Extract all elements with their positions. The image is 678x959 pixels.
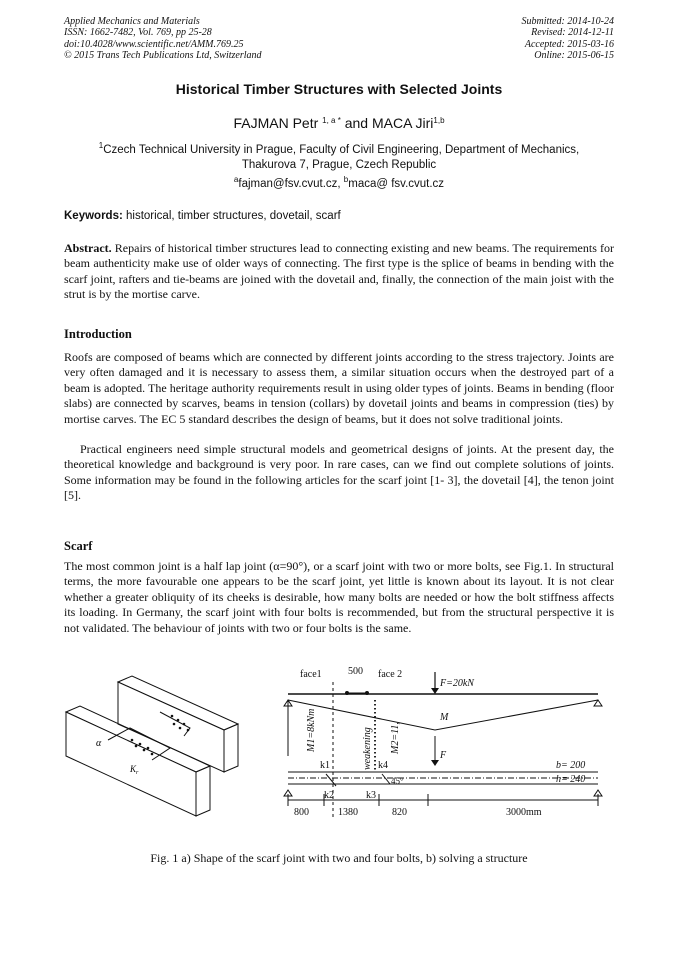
- dim-820: 820: [392, 807, 407, 818]
- scarf-paragraph-1: The most common joint is a half lap joint (α=90°), or a scarf joint with two or more bolts, see Fig.1. In structural terms, the more favourable one appears to be the scarf joint, yet little is known about its layout. It is not clear whether a greater obliquity of its cheeks is desirable, how many bolts are needed or how the bolt stiffness affects its loading. In Germany, the scarf joint with four bolts is recommended, but from the structural perspective it is not validated. The behaviour of joints with two or four bolts is the same.: [64, 559, 614, 635]
- introduction-paragraph-1: Roofs are composed of beams which are connected by different joints according to the stress trajectory. Joints are very often damaged and it is necessary to assess them, a similar situation occurs when the destroyed part of a beam is adopted. The heritage authority requirements result in using older types of joints. Beams in bending (floor slabs) are connected by scarves, beams in tension (collars) by dovetail joints and beams in compression (ties) by mortise carves. The EC 5 standard describes the design of beams, but it does not solve traditional joints.: [64, 350, 614, 426]
- dim-500-end: [366, 692, 369, 695]
- doi-line: doi:10.4028/www.scientific.net/AMM.769.25: [64, 38, 244, 50]
- accepted-date: Accepted: 2015-03-16: [524, 38, 614, 50]
- dim-800: 800: [294, 807, 309, 818]
- alpha-label: α: [96, 738, 102, 749]
- upper-beam-end: [224, 724, 238, 772]
- affiliation: [64, 138, 614, 173]
- k4-label: k4: [378, 760, 388, 771]
- introduction-heading: Introduction: [64, 327, 132, 341]
- paper-title: Historical Timber Structures with Selected Joints: [175, 81, 503, 97]
- affiliation-line-1: Czech Technical University in Prague, Faculty of Civil Engineering, Department of Mechanics,: [103, 144, 580, 156]
- introduction-paragraph-2: Practical engineers need simple structural models and geometrical designs of joints. At the present day, the theoretical knowledge and background is very poor. In rare cases, can we find out complete solutions of joints. Some information may be found in the following articles for the scarf joint [1- 3], the dovetail [4], the tenon joint [5].: [64, 442, 614, 503]
- journal-info: [64, 16, 262, 62]
- figure-1a-scarf-joint: [60, 672, 260, 822]
- keywords-label: Keywords:: [64, 210, 123, 222]
- dim-500-start: [346, 692, 349, 695]
- dim-3000: 3000mm: [506, 807, 542, 818]
- k2-label: k2: [324, 790, 334, 801]
- moment2-label: M2=11,: [390, 722, 401, 754]
- k3-label: k3: [366, 790, 376, 801]
- figure-caption: Fig. 1 a) Shape of the scarf joint with two and four bolts, b) solving a structure: [150, 851, 528, 865]
- force-label: F=20kN: [440, 678, 474, 689]
- moment-symbol: M: [440, 712, 449, 723]
- submission-dates: [522, 16, 615, 62]
- abstract-text: Repairs of historical timber structures lead to connecting existing and new beams. The requirements for beam authenticity make use of older ways of connecting. The first type is the splice of beams in bending with the scarf joint, rafters and tie-beams are joined with the dovetail and, finally, the connection of the main joist with the strut is by the mortise carve.: [64, 241, 614, 302]
- author-emails: [0, 175, 678, 190]
- abstract: [64, 241, 614, 303]
- affiliation-line-2: Thakurova 7, Prague, Czech Republic: [241, 159, 437, 171]
- abstract-label: Abstract.: [64, 241, 112, 255]
- lower-force-head: [431, 760, 439, 766]
- affiliation-sup: 1: [98, 141, 104, 150]
- author-1-sup: 1, a *: [322, 116, 341, 125]
- author-line: [0, 115, 678, 131]
- author-1: FAJMAN Petr: [233, 115, 319, 131]
- submitted-date: Submitted: 2014-10-24: [521, 16, 614, 27]
- lower-beam-end: [196, 766, 210, 816]
- k1-label: k1: [320, 760, 330, 771]
- angle-label: 45°: [391, 776, 404, 786]
- keywords-text: historical, timber structures, dovetail, scarf: [122, 210, 341, 222]
- author-2: and MACA Jiri: [344, 115, 434, 131]
- email-a[interactable]: fajman@fsv.cvut.cz,: [238, 178, 344, 190]
- author-2-sup: 1,b: [433, 116, 445, 125]
- face1-label: face1: [300, 669, 322, 680]
- figure-1b-structural-model: [278, 660, 618, 835]
- width-label: b= 200: [556, 760, 586, 771]
- copyright-line: © 2015 Trans Tech Publications Ltd, Switzerland: [64, 50, 262, 62]
- weakening-label: weakening: [362, 727, 373, 770]
- dim-1380: 1380: [338, 807, 358, 818]
- email-b-sup: b: [343, 175, 349, 184]
- height-label: h= 240: [556, 774, 586, 785]
- face2-label: face 2: [378, 669, 403, 680]
- revised-date: Revised: 2014-12-11: [531, 27, 614, 39]
- online-date: Online: 2015-06-15: [534, 50, 614, 62]
- issn-line: ISSN: 1662-7482, Vol. 769, pp 25-28: [64, 27, 212, 39]
- k-letter: K: [130, 764, 137, 774]
- force-symbol: F: [440, 750, 447, 761]
- keywords: [64, 210, 614, 222]
- moment1-label: M1=8kNm: [306, 708, 317, 752]
- force-arrow-head: [431, 688, 439, 694]
- spring-k4: [382, 774, 390, 784]
- dim-500-label: 500: [348, 666, 363, 677]
- email-b[interactable]: maca@ fsv.cvut.cz: [348, 178, 445, 190]
- journal-name: Applied Mechanics and Materials: [64, 16, 200, 27]
- k-sub: r: [136, 770, 139, 776]
- email-a-sup: a: [233, 175, 239, 184]
- scarf-heading: Scarf: [64, 539, 93, 553]
